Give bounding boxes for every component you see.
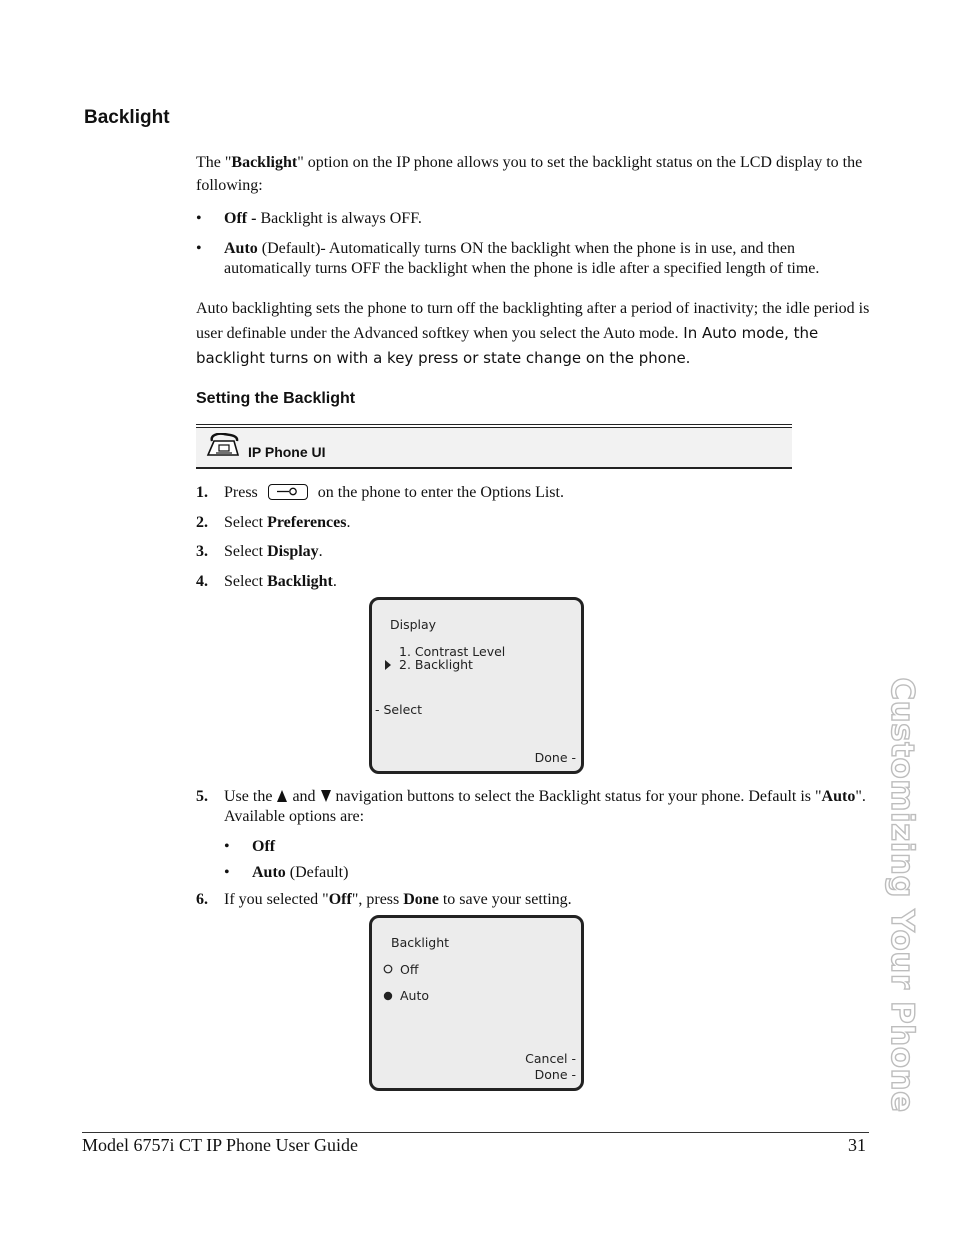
bullet-marker: • (224, 864, 230, 881)
down-arrow-icon (320, 789, 332, 803)
bullet-marker: • (196, 240, 202, 257)
done-softkey[interactable]: Done - (534, 750, 576, 765)
menu-item-backlight[interactable]: 2. Backlight (399, 657, 473, 672)
option-off: • Off (224, 838, 276, 855)
footer-guide-title: Model 6757i CT IP Phone User Guide (82, 1135, 358, 1155)
menu-item-contrast[interactable]: 1. Contrast Level (399, 644, 506, 659)
step-1: 1. Press on the phone to enter the Options List. (196, 484, 564, 501)
bullet-off: • Off - Backlight is always OFF. (196, 210, 422, 227)
section-title: Backlight (84, 107, 170, 128)
footer-rule (82, 1132, 869, 1133)
done-softkey[interactable]: Done - (534, 1067, 576, 1082)
screen-title: Display (390, 617, 437, 632)
bullet-auto: • Auto (Default)- Automatically turns ON the backlight when the phone is in use, and then automatically turns OFF the backlight when the phone is idle after a specified length of time. (196, 240, 820, 277)
step-3: 3. Select Display. (196, 543, 323, 560)
auto-backlight-paragraph: Auto backlighting sets the phone to turn off the backlighting after a period of inactivity; the idle period is user definable under the Advanced softkey when you select the Auto mode. In Auto mode, the backlight turns on with a key press or state change on the phone. (196, 300, 870, 367)
option-auto: • Auto (Default) (224, 864, 349, 881)
ui-bar-label: IP Phone UI (248, 444, 326, 460)
page-number: 31 (848, 1135, 866, 1155)
radio-off-icon[interactable] (383, 964, 393, 974)
display-screen (369, 597, 584, 774)
ip-phone-ui-bar (196, 424, 792, 470)
cancel-softkey[interactable]: Cancel - (525, 1051, 576, 1066)
screen-title: Backlight (391, 935, 450, 950)
step-4: 4. Select Backlight. (196, 573, 337, 590)
step-2: 2. Select Preferences. (196, 514, 351, 531)
backlight-screen (369, 915, 584, 1091)
select-softkey[interactable]: - Select (375, 702, 423, 717)
bullet-marker: • (196, 210, 202, 227)
selection-pointer-icon (384, 659, 392, 671)
intro-paragraph: The "Backlight" option on the IP phone allows you to set the backlight status on the LCD display to the following: (196, 154, 863, 194)
subsection-title: Setting the Backlight (196, 390, 356, 407)
phone-icon (204, 433, 240, 459)
chapter-side-tab: Customizing Your Phone (884, 677, 920, 1113)
up-arrow-icon (276, 789, 288, 803)
step-5: 5. Use the and navigation buttons to select the Backlight status for your phone. Default is "Auto". Available options are: (196, 788, 866, 825)
radio-off-label[interactable]: Off (400, 962, 419, 977)
options-key-icon (268, 484, 308, 500)
bullet-marker: • (224, 838, 230, 855)
radio-auto-icon[interactable] (383, 991, 393, 1001)
radio-auto-label[interactable]: Auto (400, 988, 430, 1003)
step-6: 6. If you selected "Off", press Done to save your setting. (196, 891, 572, 908)
